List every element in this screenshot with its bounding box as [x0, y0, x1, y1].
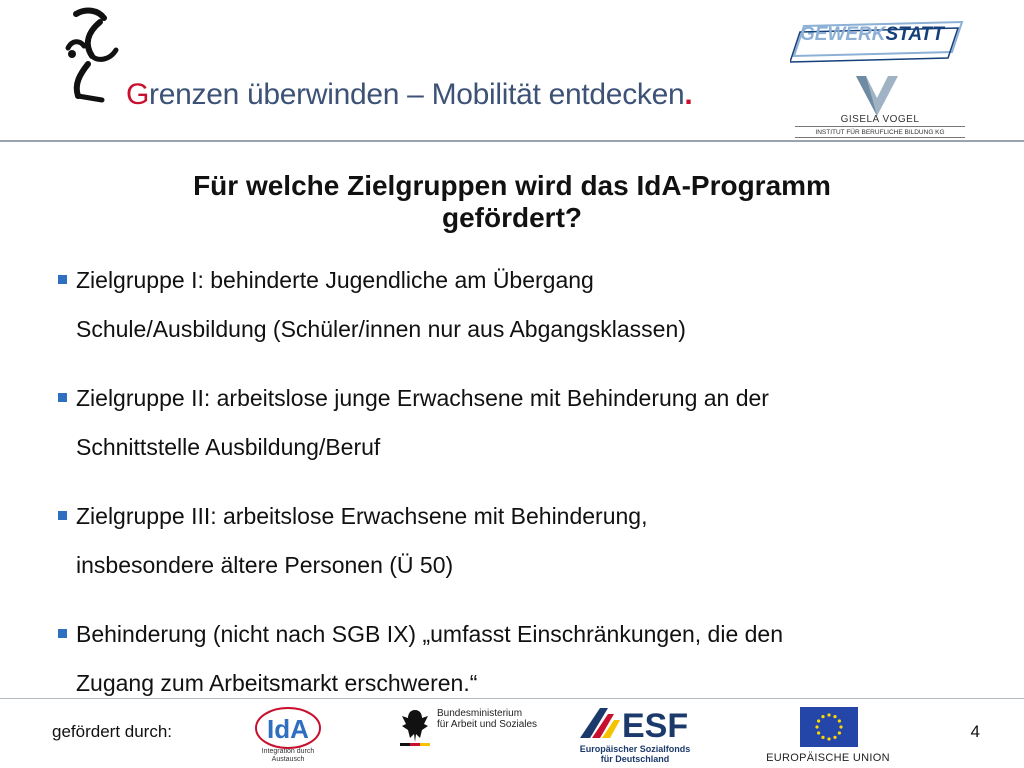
gewerkstatt-word-light: GEWERK — [800, 24, 886, 45]
square-bullet-icon — [58, 629, 67, 638]
ida-logo-subtitle: Austausch — [271, 756, 305, 762]
gv-divider — [795, 126, 965, 127]
eu-flag-icon — [800, 707, 858, 747]
tagline-text: renzen überwinden – Mobilität entdecken — [149, 78, 685, 111]
bullet-line: Schule/Ausbildung (Schüler/innen nur aus Abgangsklassen) — [76, 316, 686, 342]
esf-subtitle — [570, 744, 700, 764]
bullet-line: Zielgruppe I: behinderte Jugendliche am Übergang — [76, 267, 594, 293]
eu-star-icon — [827, 737, 830, 740]
bullet-line: Zugang zum Arbeitsmarkt erschweren.“ — [76, 670, 478, 696]
esf-logo — [578, 704, 698, 742]
bullet-list — [58, 256, 978, 728]
bmas-line: Bundesministerium — [437, 708, 523, 719]
bmas-line: für Arbeit und Soziales — [437, 719, 538, 730]
bullet-item — [58, 374, 978, 472]
footer-label: gefördert durch: — [52, 722, 173, 741]
page-number: 4 — [970, 722, 980, 741]
eu-star-icon — [833, 715, 836, 718]
eu-star-icon — [839, 725, 842, 728]
bmas-text — [437, 708, 537, 730]
tagline — [126, 78, 692, 112]
tagline-initial: G — [126, 78, 150, 111]
federal-eagle-icon — [400, 706, 430, 746]
ida-logo-text: IdA — [267, 714, 309, 744]
bullet-item — [58, 610, 978, 708]
gewerkstatt-word-bold: STATT — [885, 24, 944, 45]
square-bullet-icon — [58, 511, 67, 520]
eu-label: EUROPÄISCHE UNION — [766, 752, 890, 764]
eu-star-icon — [838, 731, 841, 734]
esf-logo-text: ESF — [622, 707, 689, 742]
header-divider — [0, 140, 1024, 142]
bullet-line: insbesondere ältere Personen (Ü 50) — [76, 552, 454, 578]
slide-title-line: gefördert? — [442, 202, 582, 233]
bullet-item — [58, 256, 978, 354]
eu-star-icon — [817, 731, 820, 734]
gisela-vogel-v-icon — [852, 74, 902, 118]
bullet-item — [58, 492, 978, 590]
gisela-vogel-subtitle: INSTITUT FÜR BERUFLICHE BILDUNG KG — [815, 129, 945, 136]
eu-star-icon — [817, 719, 820, 722]
bullet-line: Zielgruppe II: arbeitslose junge Erwachsene mit Behinderung an der — [76, 385, 769, 411]
bullet-line: Behinderung (nicht nach SGB IX) „umfasst Einschränkungen, die den — [76, 621, 784, 647]
gewerkstatt-wordmark — [800, 24, 944, 46]
eu-star-icon — [827, 713, 830, 716]
esf-subtitle-line: für Deutschland — [600, 754, 670, 764]
eu-star-icon — [833, 736, 836, 739]
ida-logo — [252, 706, 324, 762]
ida-logo-subtitle: Integration durch — [261, 748, 315, 755]
gv-divider — [795, 137, 965, 138]
footer-divider — [0, 698, 1024, 699]
square-bullet-icon — [58, 393, 67, 402]
bullet-line: Schnittstelle Ausbildung/Beruf — [76, 434, 381, 460]
gisela-vogel-name: GISELA VOGEL — [840, 114, 920, 125]
square-bullet-icon — [58, 275, 67, 284]
slide-title-line: Für welche Zielgruppen wird das IdA-Programm — [193, 170, 831, 201]
slide-title — [80, 170, 944, 234]
bullet-line: Zielgruppe III: arbeitslose Erwachsene mit Behinderung, — [76, 503, 648, 529]
tagline-dot: . — [684, 78, 693, 111]
eu-star-icon — [815, 725, 818, 728]
esf-subtitle-line: Europäischer Sozialfonds — [579, 744, 691, 754]
eu-star-icon — [821, 736, 824, 739]
eu-star-icon — [821, 715, 824, 718]
eu-star-icon — [838, 719, 841, 722]
